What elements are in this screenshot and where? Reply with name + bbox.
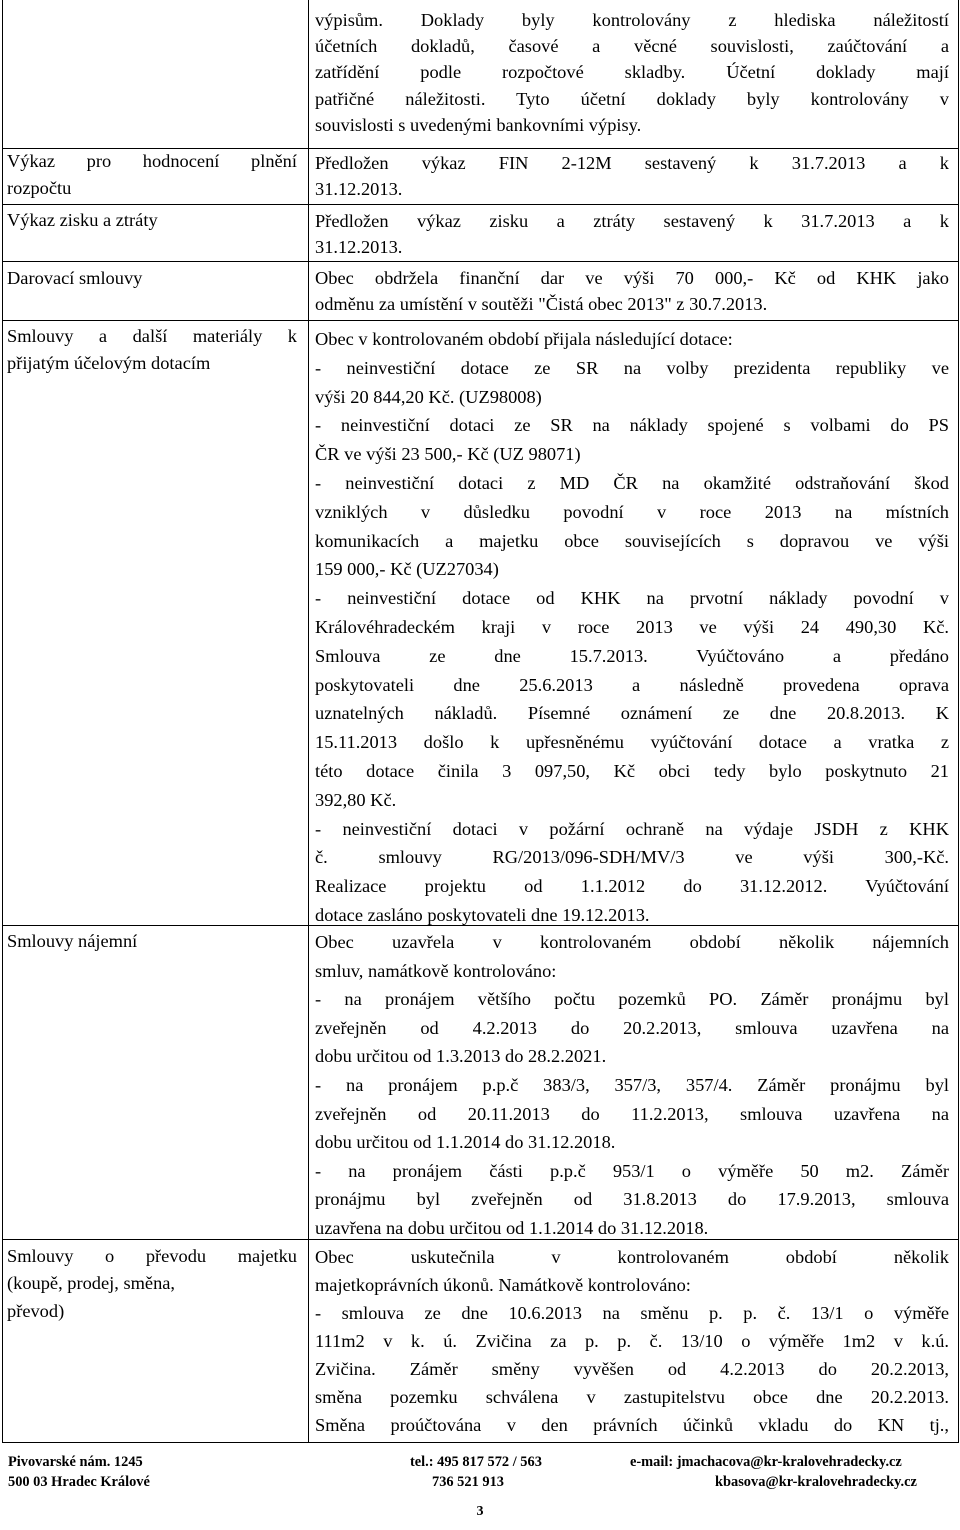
label-line: Výkaz zisku a ztráty xyxy=(7,210,158,230)
text-line: souvislosti s uvedenými bankovními výpisy. xyxy=(315,114,642,135)
text-line: č. smlouvy RG/2013/096-SDH/MV/3 ve výši 300,-Kč. xyxy=(315,847,949,868)
footer-email-secondary: kbasova@kr-kralovehradecky.cz xyxy=(715,1474,917,1490)
text-line: Obec obdržela finanční dar ve výši 70 000,- Kč od KHK jako xyxy=(315,268,949,288)
text-line: ČR ve výši 23 500,- Kč (UZ 98071) xyxy=(315,444,581,465)
footer-mobile: 736 521 913 xyxy=(432,1474,504,1490)
text-line: Zvičina. Záměr směny vyvěšen od 4.2.2013 do 20.2.2013, xyxy=(315,1359,949,1379)
row-divider xyxy=(3,261,958,262)
text-line: 392,80 Kč. xyxy=(315,789,397,810)
label-line: Výkaz pro hodnocení plnění xyxy=(7,151,297,171)
text-line: Smlouva ze dne 15.7.2013. Vyúčtováno a předáno xyxy=(315,645,949,666)
label-line: rozpočtu xyxy=(7,178,72,199)
row4-label xyxy=(7,323,297,378)
text-line: - neinvestiční dotace ze SR na volby prezidenta republiky ve xyxy=(315,357,949,378)
text-line: - na pronájem části p.p.č 953/1 o výměře 50 m2. Záměr xyxy=(315,1160,949,1181)
text-line: dobu určitou od 1.1.2014 do 31.12.2018. xyxy=(315,1132,616,1153)
text-line: Předložen výkaz FIN 2-12M sestavený k 31.7.2013 a k xyxy=(315,153,949,173)
text-line: - neinvestiční dotaci z MD ČR na okamžité odstraňování škod xyxy=(315,472,949,493)
row6-text xyxy=(315,1243,949,1439)
text-line: Směna proúčtována v den právních účinků vkladu do KN tj., xyxy=(315,1415,949,1435)
label-line: Darovací smlouvy xyxy=(7,268,143,288)
text-line: 15.11.2013 došlo k upřesněnému vyúčtování dotace a vratka z xyxy=(315,732,949,753)
text-line: - na pronájem p.p.č 383/3, 357/3, 357/4. Záměr pronájmu byl xyxy=(315,1074,949,1095)
text-line: - neinvestiční dotaci v požární ochraně na výdaje JSDH z KHK xyxy=(315,818,949,839)
text-line: 111m2 v k. ú. Zvičina za p. p. č. 13/10 o výměře 1m2 v k.ú. xyxy=(315,1331,949,1351)
text-line: zatřídění podle rozpočtové skladby. Účetní doklady mají xyxy=(315,62,949,83)
text-line: - neinvestiční dotace od KHK na prvotní náklady povodní v xyxy=(315,588,949,609)
footer-phone: tel.: 495 817 572 / 563 xyxy=(410,1454,542,1470)
label-line: převod) xyxy=(7,1300,65,1321)
row2-label xyxy=(7,207,297,234)
text-line: - smlouva ze dne 10.6.2013 na směnu p. p. č. 13/1 o výměře xyxy=(315,1303,949,1323)
text-line: výši 20 844,20 Kč. (UZ98008) xyxy=(315,386,542,407)
text-line: Obec uzavřela v kontrolovaném období několik nájemních xyxy=(315,932,949,952)
text-line: 31.12.2013. xyxy=(315,237,403,258)
text-line: dotace zasláno poskytovateli dne 19.12.2013. xyxy=(315,904,650,925)
footer-email-primary: e-mail: jmachacova@kr-kralovehradecky.cz xyxy=(630,1454,902,1470)
text-line: účetních dokladů, časové a věcné souvislosti, zaúčtování a xyxy=(315,36,949,57)
label-line: Smlouvy nájemní xyxy=(7,931,138,951)
text-line: majetkoprávních úkonů. Namátkově kontrolováno: xyxy=(315,1275,691,1295)
row5-text xyxy=(315,928,949,1243)
row4-text xyxy=(315,325,949,930)
text-line: směna pozemku schválena v zastupitelstvu obce dne 20.2.2013. xyxy=(315,1387,949,1407)
text-line: Královéhradeckém kraji v roce 2013 ve výši 24 490,30 Kč. xyxy=(315,616,949,637)
text-line: Obec v kontrolovaném období přijala následující dotace: xyxy=(315,329,733,349)
text-line: výpisům. Doklady byly kontrolovány z hlediska náležitostí xyxy=(315,10,949,30)
text-line: - neinvestiční dotaci ze SR na náklady spojené s volbami do PS xyxy=(315,415,949,436)
text-line: uzavřena na dobu určitou od 1.1.2014 do 31.12.2018. xyxy=(315,1217,709,1238)
text-line: uznatelných nákladů. Písemné oznámení ze dne 20.8.2013. K xyxy=(315,703,949,724)
row1-label xyxy=(7,148,297,203)
row3-text xyxy=(315,265,949,317)
text-line: dobu určitou od 1.3.2013 do 28.2.2021. xyxy=(315,1046,607,1067)
row-divider xyxy=(3,204,958,205)
label-line: Smlouvy o převodu majetku xyxy=(7,1246,297,1266)
text-line: Obec uskutečnila v kontrolovaném období několik xyxy=(315,1247,949,1267)
text-line: pronájmu byl zveřejněn od 31.8.2013 do 17.9.2013, smlouva xyxy=(315,1189,949,1210)
page-number: 3 xyxy=(476,1504,484,1519)
text-line: Předložen výkaz zisku a ztráty sestavený k 31.7.2013 a k xyxy=(315,211,949,231)
text-line: vzniklých v důsledku povodní v roce 2013 na místních xyxy=(315,501,949,522)
text-line: komunikacích a majetku obce souvisejících s dopravou ve výši xyxy=(315,530,949,551)
row5-label xyxy=(7,928,297,955)
row1-text xyxy=(315,150,949,202)
label-line: (koupě, prodej, směna, xyxy=(7,1273,176,1294)
row2-text xyxy=(315,208,949,260)
text-line: 159 000,- Kč (UZ27034) xyxy=(315,559,499,580)
text-line: odměnu za umístění v soutěži "Čistá obec 2013" z 30.7.2013. xyxy=(315,294,768,315)
column-divider xyxy=(308,0,309,1442)
text-line: zveřejněn od 4.2.2013 do 20.2.2013, smlouva uzavřena na xyxy=(315,1017,949,1038)
label-line: Smlouvy a další materiály k xyxy=(7,326,297,346)
text-line: 31.12.2013. xyxy=(315,179,403,200)
row3-label xyxy=(7,265,297,292)
text-line: této dotace činila 3 097,50, Kč obci tedy bylo poskytnuto 21 xyxy=(315,760,949,781)
label-line: přijatým účelovým dotacím xyxy=(7,353,211,374)
row6-label xyxy=(7,1243,297,1325)
text-line: Realizace projektu od 1.1.2012 do 31.12.2012. Vyúčtování xyxy=(315,876,949,897)
row0-text xyxy=(315,7,949,138)
text-line: smluv, namátkově kontrolováno: xyxy=(315,960,557,981)
footer-address-street: Pivovarské nám. 1245 xyxy=(8,1454,143,1470)
text-line: zveřejněn od 20.11.2013 do 11.2.2013, smlouva uzavřena na xyxy=(315,1103,949,1124)
text-line: poskytovateli dne 25.6.2013 a následně provedena oprava xyxy=(315,674,949,695)
text-line: - na pronájem většího počtu pozemků PO. Záměr pronájmu byl xyxy=(315,989,949,1010)
text-line: patřičné náležitosti. Tyto účetní doklady byly kontrolovány v xyxy=(315,88,949,109)
row-divider xyxy=(3,320,958,321)
footer-address-city: 500 03 Hradec Králové xyxy=(8,1474,150,1490)
